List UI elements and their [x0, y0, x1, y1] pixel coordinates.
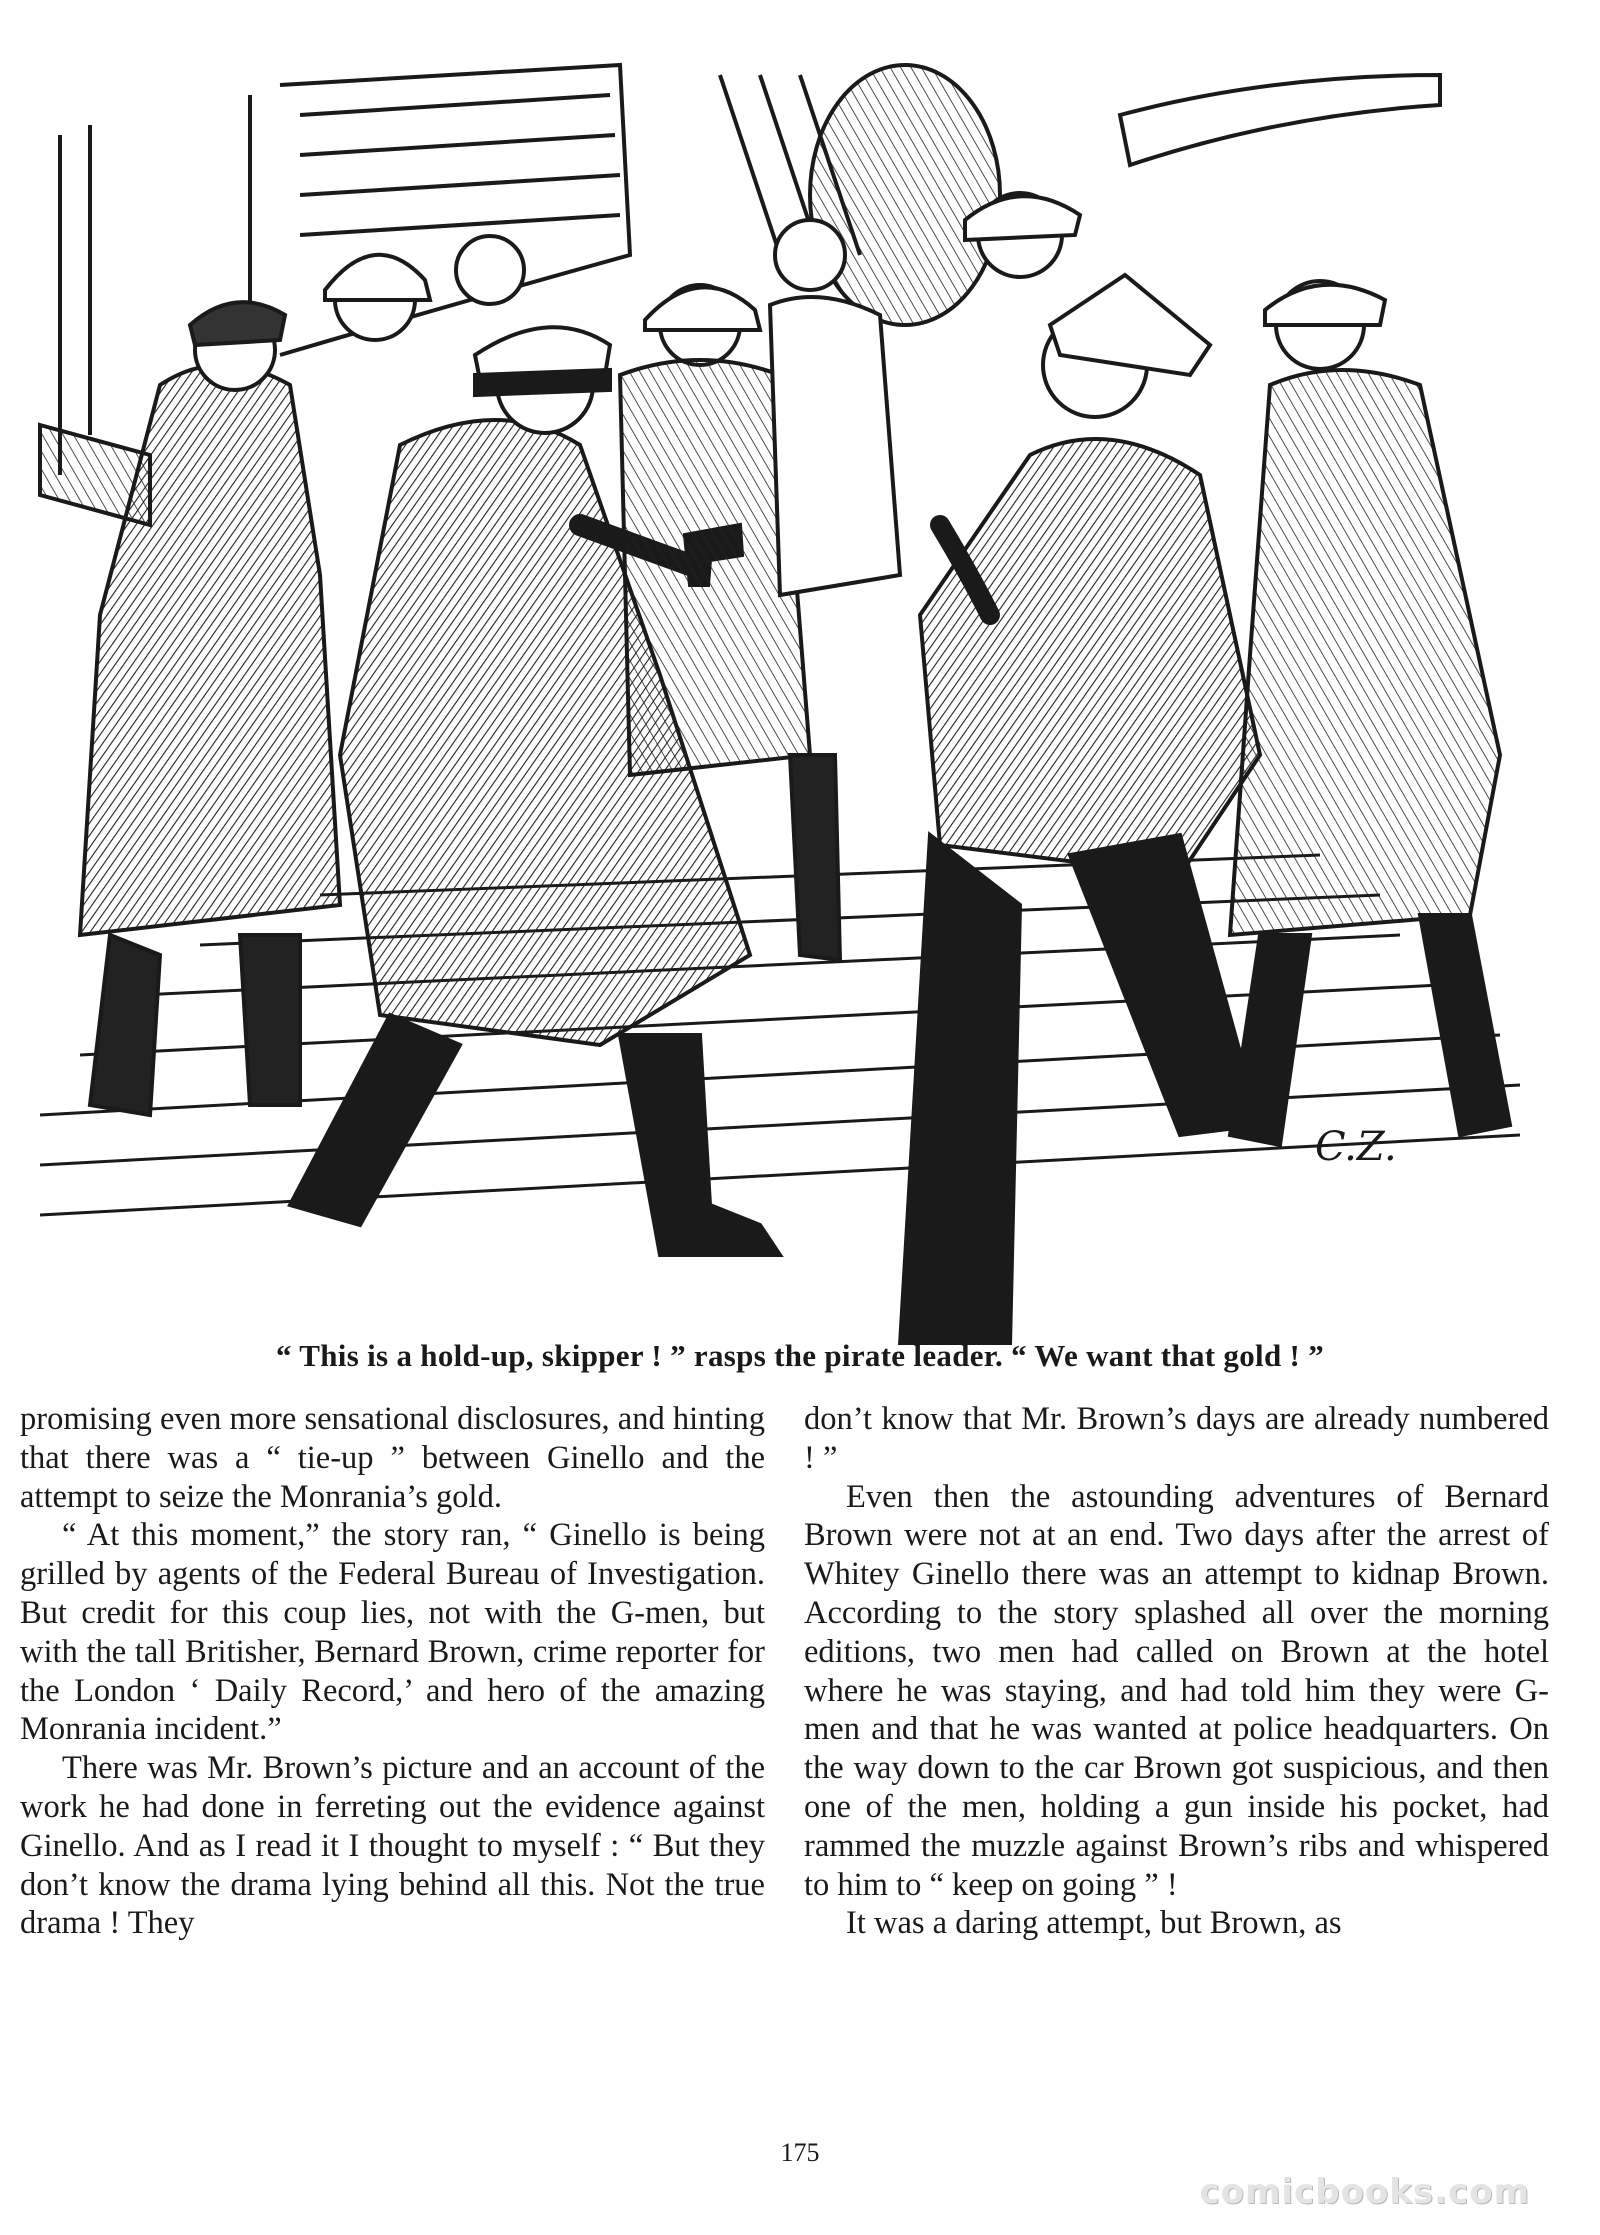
paragraph: don’t know that Mr. Brown’s days are already numbered ! ” — [804, 1401, 1549, 1476]
illustration — [20, 55, 1580, 1345]
page-number: 175 — [780, 2138, 820, 2167]
skipper-figure — [900, 193, 1260, 1345]
text-column-right — [804, 1400, 1549, 1943]
paragraph: “ At this moment,” the story ran, “ Ginello is being grilled by agents of the Federal Bureau of Investigation. But credit for this coup lies, not with the G-men, but with the tall Britisher, Bernard Brown, crime reporter for the London ‘ Daily Record,’ and hero of the amazing Monrania incident.” — [20, 1517, 765, 1748]
pirate-holdup-drawing — [20, 55, 1580, 1345]
text-column-left — [20, 1400, 765, 1943]
officer-figure-right — [1230, 281, 1510, 1145]
watermark: comicbooks.com — [1199, 2172, 1530, 2212]
artist-signature: C.Z. — [1315, 1124, 1397, 1170]
illustration-caption: “ This is a hold-up, skipper ! ” rasps the pirate leader. “ We want that gold ! ” — [275, 1338, 1325, 1373]
paragraph: promising even more sensational disclosures, and hinting that there was a “ tie-up ” between Ginello and the attempt to seize the Monrania’s gold. — [20, 1401, 765, 1515]
paragraph: It was a daring attempt, but Brown, as — [846, 1905, 1342, 1942]
paragraph: Even then the astounding adventures of Bernard Brown were not at an end. Two days after the arrest of Whitey Ginello there was an attempt to kidnap Brown. According to the story splashed all over the morning editions, two men had called on Brown at the hotel where he was staying, and had told him they were G-men and that he was wanted at police headquarters. On the way down to the car Brown got suspicious, and then one of the men, holding a gun inside his pocket, had rammed the muzzle against Brown’s ribs and whispered to him to “ keep on going ” ! — [804, 1478, 1549, 1903]
paragraph: There was Mr. Brown’s picture and an account of the work he had done in ferreting out the evidence against Ginello. And as I read it I thought to myself : “ But they don’t know the drama lying behind all this. Not the true drama ! They — [20, 1750, 765, 1942]
